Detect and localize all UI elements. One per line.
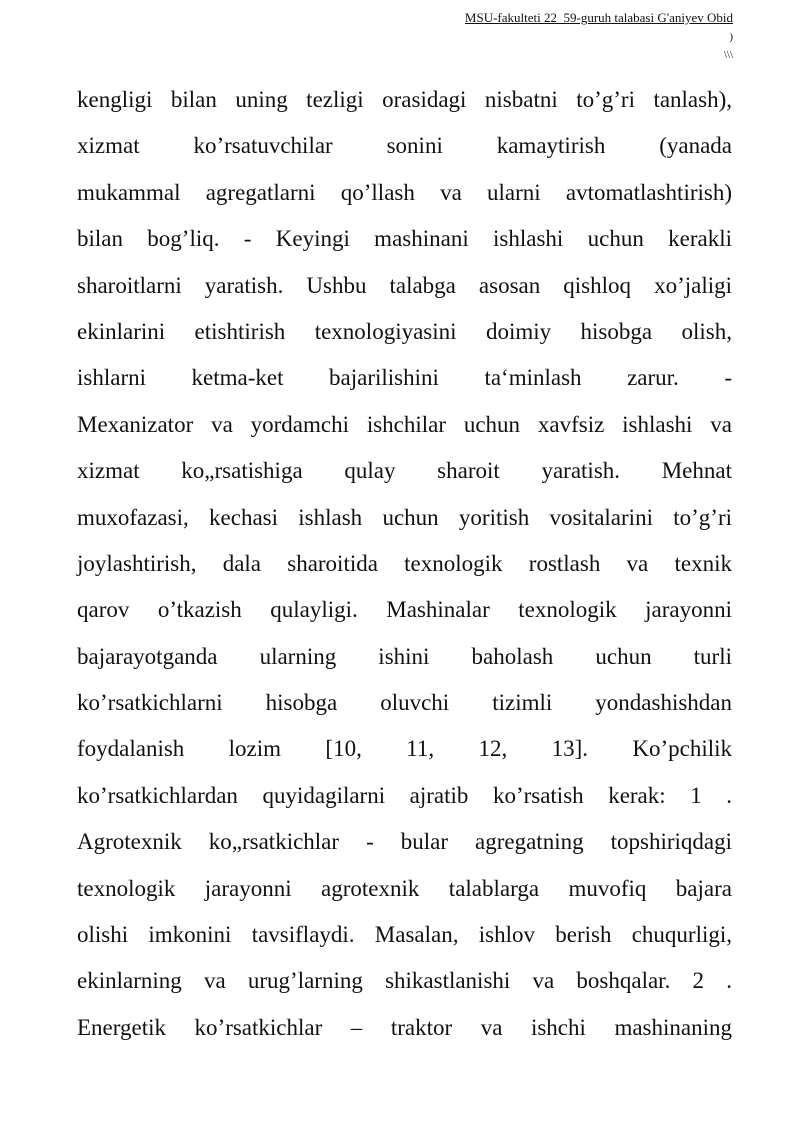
body-line: Mexanizator va yordamchi ishchilar uchun xavfsiz ishlashi va (77, 411, 732, 437)
body-line: olishi imkonini tavsiflaydi. Masalan, ishlov berish chuqurligi, (77, 922, 732, 948)
body-line: kengligi bilan uning tezligi orasidagi nisbatni to’g’ri tanlash), (77, 87, 732, 112)
body-line: muxofazasi, kechasi ishlash uchun yoritish vositalarini to’g’ri (77, 504, 732, 530)
body-line: ekinlarning va urug’larning shikastlanishi va boshqalar. 2 . (77, 968, 732, 994)
body-line: texnologik jarayonni agrotexnik talablarga muvofiq bajara (77, 875, 732, 901)
body-line: Agrotexnik ko„rsatkichlar - bular agregatning topshiriqdagi (77, 829, 732, 855)
body-line: ishlarni ketma-ket bajarilishini ta‘minlash zarur. - (77, 365, 732, 391)
body-line: joylashtirish, dala sharoitida texnologik rostlash va texnik (77, 550, 732, 576)
body-line: qarov o’tkazish qulayligi. Mashinalar texnologik jarayonni (77, 597, 732, 623)
header-text: MSU-fakulteti 22_59-guruh talabasi G'aniyev Obid (464, 10, 733, 25)
body-line: ekinlarini etishtirish texnologiyasini doimiy hisobga olish, (77, 318, 732, 344)
body-line: foydalanish lozim [10, 11, 12, 13]. Ko’pchilik (77, 736, 732, 762)
header-mark: ) (729, 31, 733, 43)
body-text (77, 77, 732, 1051)
body-line: xizmat ko’rsatuvchilar sonini kamaytirish (yanada (77, 133, 732, 159)
body-line: mukammal agregatlarni qo’llash va ularni avtomatlashtirish) (77, 179, 732, 205)
header-mark: \\\ (723, 49, 733, 61)
body-line: sharoitlarni yaratish. Ushbu talabga asosan qishloq xo’jaligi (77, 272, 732, 298)
body-line: ko’rsatkichlardan quyidagilarni ajratib ko’rsatish kerak: 1 . (77, 782, 732, 808)
body-line: bajarayotganda ularning ishini baholash uchun turli (77, 643, 732, 669)
body-line: bilan bog’liq. - Keyingi mashinani ishlashi uchun kerakli (77, 226, 732, 252)
page-header (333, 9, 733, 61)
body-line: ko’rsatkichlarni hisobga oluvchi tizimli yondashishdan (77, 690, 732, 716)
body-line: xizmat ko„rsatishiga qulay sharoit yaratish. Mehnat (77, 458, 732, 484)
body-line: Energetik ko’rsatkichlar – traktor va ishchi mashinaning (77, 1014, 732, 1040)
